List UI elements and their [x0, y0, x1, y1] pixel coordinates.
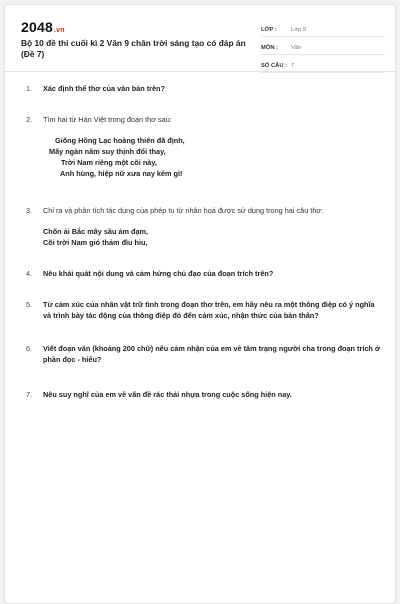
question-number: 7.: [26, 390, 33, 399]
header-divider: [5, 71, 395, 72]
question-number: 6.: [26, 344, 33, 353]
document-page: [4, 4, 396, 604]
question-number: 2.: [26, 115, 33, 124]
poem-excerpt-q3: [43, 226, 148, 248]
question-2: [26, 114, 381, 125]
question-text: Chỉ ra và phân tích tác dụng của phép tu từ nhân hoá được sử dụng trong hai câu thơ:: [43, 206, 324, 215]
poem-line: Anh hùng, hiệp nữ xưa nay kém gì!: [60, 169, 183, 178]
question-text: Xác định thể thơ của văn bản trên?: [43, 84, 165, 93]
logo-domain-suffix: .vn: [53, 27, 65, 34]
question-4: [26, 268, 381, 279]
question-text: Tìm hai từ Hán Việt trong đoạn thơ sau:: [43, 115, 172, 124]
question-number: 5.: [26, 300, 33, 309]
question-number: 4.: [26, 269, 33, 278]
question-number: 3.: [26, 206, 33, 215]
document-title: Bộ 10 đề thi cuối kì 2 Văn 9 chân trời sáng tạo có đáp án (Đề 7): [21, 38, 246, 59]
question-1: [26, 83, 381, 94]
question-number: 1.: [26, 84, 33, 93]
logo-main-text: 2048: [21, 19, 53, 35]
poem-excerpt-q2: [49, 135, 185, 179]
question-7: [26, 389, 381, 400]
question-6: [26, 343, 381, 365]
question-text: Nêu khái quát nội dung và cảm hứng chủ đạo của đoạn trích trên?: [43, 269, 274, 278]
meta-value: 7: [291, 63, 295, 69]
poem-line: Cõi trời Nam gió thảm đìu hiu,: [43, 238, 148, 247]
meta-value: Lớp 9: [291, 27, 307, 33]
meta-label: LỚP :: [261, 27, 277, 33]
document-meta: [261, 19, 385, 73]
poem-line: Giống Hồng Lạc hoàng thiên đã định,: [55, 136, 185, 145]
question-text: Viết đoạn văn (khoảng 200 chữ) nêu cảm nhận của em về tâm trạng người cha trong đoạn trích ở phần đọc - hiểu?: [43, 344, 381, 364]
meta-row-class: [261, 19, 385, 37]
meta-value: Văn: [291, 45, 302, 51]
question-text: Nêu suy nghĩ của em về vấn đề rác thải nhựa trong cuộc sống hiện nay.: [43, 390, 292, 399]
site-logo[interactable]: [21, 19, 65, 35]
meta-label: SỐ CÂU :: [261, 63, 288, 69]
poem-line: Chốn ải Bắc mây sầu ảm đạm,: [43, 227, 149, 236]
poem-line: Mấy ngàn năm suy thịnh đổi thay,: [49, 147, 166, 156]
question-3: [26, 205, 381, 216]
meta-row-subject: [261, 37, 385, 55]
meta-label: MÔN :: [261, 45, 279, 51]
poem-line: Trời Nam riêng một cõi này,: [61, 158, 157, 167]
question-text: Từ cảm xúc của nhân vật trữ tình trong đoạn thơ trên, em hãy nêu ra một thông điệp có ý nghĩa và trình bày tác động của thông điệp đó đến cảm xúc, nhận thức của bản thân?: [43, 300, 375, 320]
question-5: [26, 299, 381, 321]
